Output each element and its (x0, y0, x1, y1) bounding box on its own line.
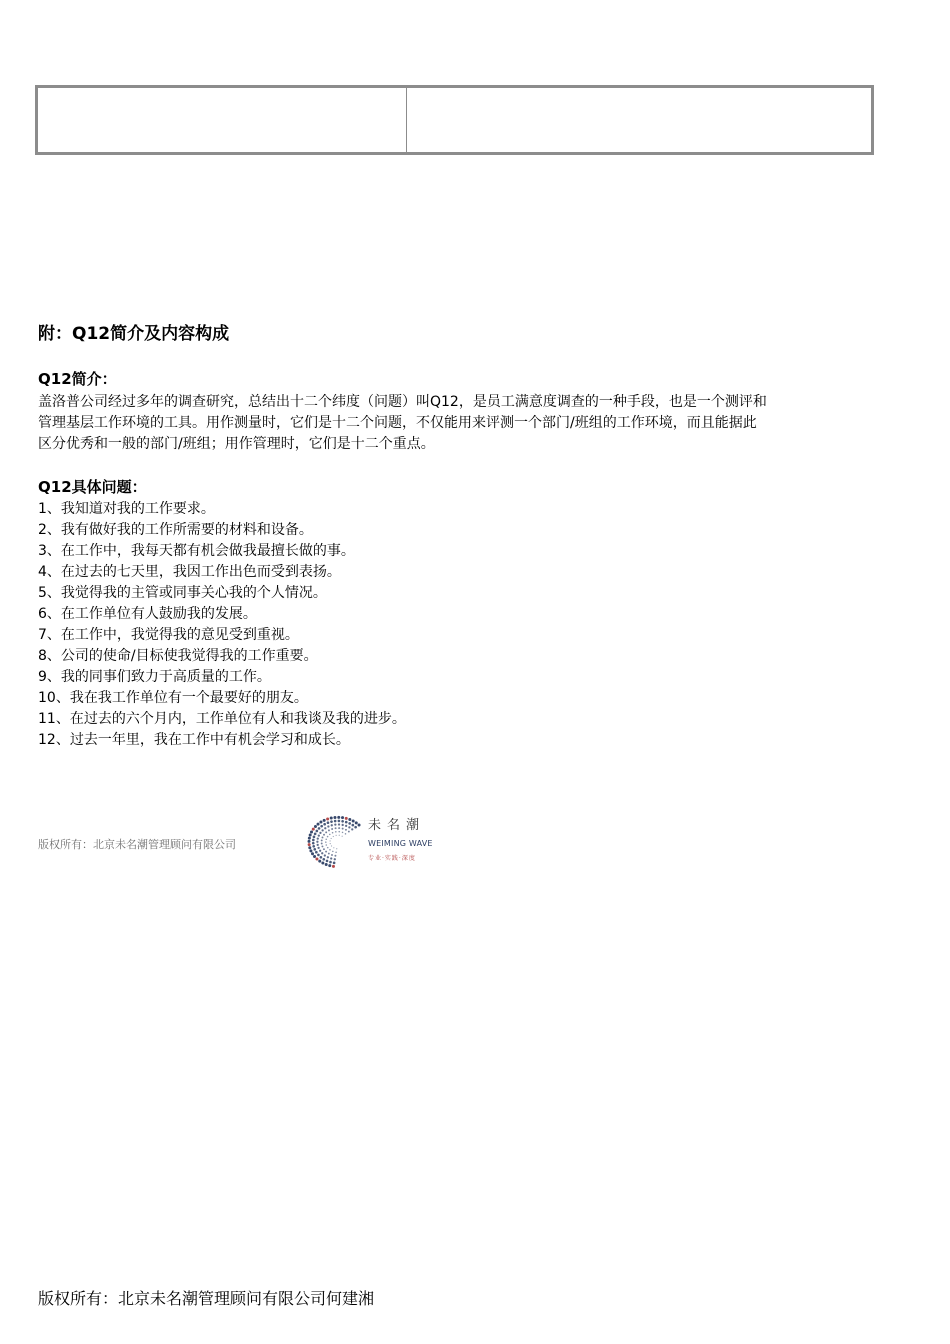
logo-dot (348, 818, 351, 821)
logo-dot (355, 821, 358, 824)
logo-dot (333, 816, 336, 819)
list-item: 6、在工作单位有人鼓励我的发展。 (38, 606, 257, 622)
list-item: 2、我有做好我的工作所需要的材料和设备。 (38, 522, 313, 538)
list-item: 5、我觉得我的主管或同事关心我的个人情况。 (38, 585, 327, 601)
logo-dot (324, 827, 326, 829)
logo-dot (325, 838, 327, 840)
logo-dot (332, 865, 335, 868)
logo-dot (332, 851, 334, 853)
logo-dot (338, 823, 340, 825)
logo-dot (333, 862, 336, 865)
logo-dot (321, 839, 323, 841)
list-item: 11、在过去的六个月内，工作单位有人和我谈及我的进步。 (38, 711, 406, 727)
logo-dot (352, 824, 355, 827)
logo-dot (341, 820, 344, 823)
logo-dot (338, 827, 340, 829)
logo-name-cn: 未名潮 (368, 818, 426, 833)
logo-dot (317, 854, 320, 857)
logo-dot (325, 851, 327, 853)
list-item: 8、公司的使命/目标使我觉得我的工作重要。 (38, 648, 318, 664)
logo-dot (342, 832, 344, 834)
logo-dot (334, 858, 336, 860)
logo-dot (334, 820, 337, 823)
logo-dot (321, 845, 323, 847)
logo-dot (345, 829, 347, 831)
logo-dot (328, 853, 330, 855)
logo-dot (325, 863, 328, 866)
logo-dot (311, 852, 314, 855)
logo-dot (321, 829, 323, 831)
logo-tagline: 专业·实践·深度 (368, 855, 416, 862)
logo-dot (332, 832, 334, 834)
logo-dot (327, 847, 329, 849)
table-row (37, 87, 873, 154)
list-item: 1、我知道对我的工作要求。 (38, 501, 215, 517)
logo-dot (334, 855, 336, 857)
logo-dot (331, 824, 333, 826)
logo-dot (317, 838, 319, 840)
logo-dot (322, 858, 325, 861)
logo-dot (329, 849, 331, 851)
logo-dot (331, 845, 332, 846)
logo-dot (348, 826, 350, 828)
logo-dot (327, 821, 330, 824)
logo-dot (345, 821, 348, 824)
empty-table (35, 85, 874, 155)
logo-dot (326, 860, 329, 863)
logo-dot (345, 825, 347, 827)
logo-dot (320, 825, 323, 828)
logo-dot (342, 824, 344, 826)
logo-dot (327, 836, 329, 838)
logo-dot (326, 817, 329, 820)
logo-dot (331, 828, 333, 830)
logo-dot (321, 843, 323, 845)
logo-dot (314, 833, 317, 836)
logo-dot (313, 848, 316, 851)
logo-dot (323, 834, 325, 836)
questions-heading: Q12具体问题： (38, 478, 147, 496)
logo-dot (308, 837, 311, 840)
logo-dot (338, 820, 341, 823)
logo-dot (329, 834, 331, 836)
logo-dot (333, 847, 334, 848)
logo-dot (330, 817, 333, 820)
logo-dot (323, 819, 326, 822)
logo-dot (309, 834, 312, 837)
logo-dot (312, 828, 315, 831)
question-list (38, 499, 406, 751)
logo-dot (318, 860, 321, 863)
logo-name-en: WEIMING WAVE (368, 839, 433, 848)
logo-dot (330, 857, 332, 859)
logo-dot (321, 852, 323, 854)
table-cell (407, 87, 873, 154)
intro-paragraph (38, 392, 878, 455)
logo-dot (333, 836, 334, 837)
logo-dot (314, 825, 317, 828)
company-logo (304, 812, 444, 870)
logo-dot (358, 824, 361, 827)
logo-dot (308, 840, 311, 843)
logo-dot (309, 849, 312, 852)
logo-dot (319, 850, 321, 852)
logo-dot (330, 840, 331, 841)
logo-dot (318, 835, 320, 837)
logo-dot (330, 820, 333, 823)
logo-dot (325, 841, 327, 843)
list-item: 9、我的同事们致力于高质量的工作。 (38, 669, 271, 685)
logo-dot (310, 830, 313, 833)
logo-dot (342, 836, 343, 837)
logo-dot (308, 843, 311, 846)
logo-dot (325, 831, 327, 833)
logo-dot (326, 844, 328, 846)
section-title: 附：Q12简介及内容构成 (38, 324, 230, 344)
list-item: 4、在过去的七天里，我因工作出色而受到表扬。 (38, 564, 341, 580)
logo-dot (318, 827, 321, 830)
logo-dot (334, 823, 336, 825)
logo-dot (322, 837, 324, 839)
logo-dot (338, 831, 340, 833)
logo-dot (324, 854, 326, 856)
logo-dot (328, 829, 330, 831)
logo-dot (316, 830, 319, 833)
logo-dot (341, 816, 344, 819)
copyright-notice: 版权所有：北京未名潮管理顾问有限公司 (38, 838, 236, 851)
logo-dot (316, 841, 318, 843)
footer-copyright: 版权所有：北京未名潮管理顾问有限公司何建湘 (38, 1289, 375, 1308)
logo-dot (328, 864, 331, 867)
logo-dot (348, 822, 351, 825)
logo-dot (319, 832, 321, 834)
logo-dot (317, 844, 319, 846)
list-item: 3、在工作中，我每天都有机会做我最擅长做的事。 (38, 543, 355, 559)
logo-dot (329, 861, 332, 864)
logo-dot (337, 816, 340, 819)
logo-dot (345, 833, 347, 835)
logo-dot (308, 846, 311, 849)
logo-dot (323, 823, 326, 826)
logo-dot (327, 825, 329, 827)
table-cell (37, 87, 407, 154)
logo-dot (354, 826, 357, 829)
logo-dot (342, 828, 344, 830)
logo-dot (336, 835, 337, 836)
logo-dot (313, 855, 316, 858)
logo-dot (352, 819, 355, 822)
intro-heading: Q12简介： (38, 370, 117, 388)
list-item: 10、我在我工作单位有一个最要好的朋友。 (38, 690, 308, 706)
logo-dot (313, 836, 316, 839)
logo-dot (339, 835, 340, 836)
logo-dot (323, 848, 325, 850)
logo-dot (336, 848, 337, 849)
logo-dot (320, 856, 323, 859)
logo-dot (315, 851, 318, 854)
logo-dot (315, 857, 318, 860)
logo-dot (335, 851, 337, 853)
logo-dot (345, 817, 348, 820)
logo-dot (312, 839, 315, 842)
logo-dot (331, 854, 333, 856)
logo-dot (331, 838, 332, 839)
intro-line: 区分优秀和一般的部门/班组；用作管理时，它们是十二个重点。 (38, 436, 435, 452)
list-item: 12、过去一年里，我在工作中有机会学习和成长。 (38, 732, 350, 748)
logo-dot (312, 845, 315, 848)
logo-dot (330, 843, 331, 844)
intro-line: 盖洛普公司经过多年的调查研究，总结出十二个纬度（问题）叫Q12，是员工满意度调查的一种手段，也是一个测评和 (38, 394, 767, 410)
logo-dot (335, 827, 337, 829)
logo-dot (348, 831, 350, 833)
logo-dot (335, 831, 337, 833)
logo-dot (312, 842, 315, 845)
logo-dot (317, 823, 320, 826)
logo-dot (327, 856, 329, 858)
logo-dot (351, 828, 353, 830)
intro-line: 管理基层工作环境的工具。用作测量时，它们是十二个问题，不仅能用来评测一个部门/班组的工作环境，而且能据此 (38, 415, 757, 431)
wave-dots-icon (304, 812, 366, 870)
list-item: 7、在工作中，我觉得我的意见受到重视。 (38, 627, 299, 643)
logo-dot (319, 821, 322, 824)
logo-dot (321, 862, 324, 865)
logo-dot (317, 847, 319, 849)
